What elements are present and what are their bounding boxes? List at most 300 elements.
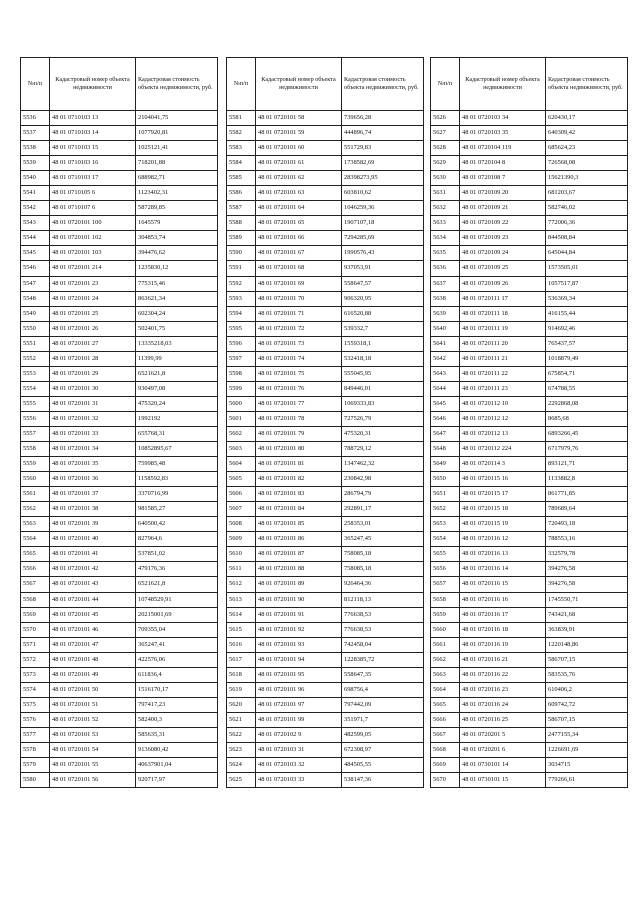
cell-row-number: 5573 [21, 667, 50, 682]
cell-cadastral-cost: 861771,85 [546, 487, 628, 502]
cell-cadastral-cost: 863621,34 [136, 291, 218, 306]
cell-cadastral-cost: 758085,18 [342, 562, 424, 577]
cell-row-number: 5607 [227, 502, 256, 517]
table-row [21, 306, 218, 321]
cell-cadastral-cost: 616520,88 [342, 306, 424, 321]
cell-cadastral-cost: 1990576,43 [342, 246, 424, 261]
cell-cadastral-number: 48 01 0720101 96 [256, 682, 342, 697]
table-row [227, 652, 424, 667]
cell-row-number: 5575 [21, 697, 50, 712]
table-row [227, 231, 424, 246]
cell-row-number: 5579 [21, 758, 50, 773]
cell-row-number: 5650 [431, 472, 460, 487]
cell-cadastral-number: 48 01 0720101 82 [256, 472, 342, 487]
cell-row-number: 5615 [227, 622, 256, 637]
table-row [227, 201, 424, 216]
table-header-row [227, 58, 424, 111]
cell-cadastral-number: 48 01 0720101 73 [256, 336, 342, 351]
cell-row-number: 5558 [21, 442, 50, 457]
cell-row-number: 5617 [227, 652, 256, 667]
cell-cadastral-cost: 8685,68 [546, 411, 628, 426]
table-row [21, 712, 218, 727]
table-row [227, 758, 424, 773]
cell-row-number: 5577 [21, 727, 50, 742]
table-row [227, 607, 424, 622]
cadastral-table-2 [226, 57, 424, 788]
table-row [431, 727, 628, 742]
cell-cadastral-cost: 502401,75 [136, 321, 218, 336]
cell-cadastral-number: 48 01 0720101 99 [256, 712, 342, 727]
cell-row-number: 5635 [431, 246, 460, 261]
cell-cadastral-cost: 1046259,36 [342, 201, 424, 216]
cell-cadastral-number: 48 01 0720101 102 [50, 231, 136, 246]
table-row [431, 411, 628, 426]
table-row [431, 712, 628, 727]
cell-cadastral-number: 48 01 0720101 64 [256, 201, 342, 216]
cell-cadastral-number: 48 01 0720103 31 [256, 742, 342, 757]
cell-row-number: 5550 [21, 321, 50, 336]
cell-row-number: 5596 [227, 336, 256, 351]
cell-cadastral-cost: 698756,4 [342, 682, 424, 697]
cell-row-number: 5563 [21, 517, 50, 532]
table-row [431, 592, 628, 607]
table-row [21, 291, 218, 306]
cell-cadastral-number: 48 01 0720116 12 [460, 532, 546, 547]
table-row [227, 577, 424, 592]
cell-row-number: 5627 [431, 126, 460, 141]
cell-cadastral-number: 48 01 0720102 9 [256, 727, 342, 742]
cell-cadastral-cost: 558647,35 [342, 667, 424, 682]
cell-cadastral-cost: 1057517,87 [546, 276, 628, 291]
cell-row-number: 5561 [21, 487, 50, 502]
cell-cadastral-cost: 230842,98 [342, 472, 424, 487]
cell-row-number: 5612 [227, 577, 256, 592]
cell-cadastral-number: 48 01 0710103 13 [50, 111, 136, 126]
cell-cadastral-number: 48 01 0720116 22 [460, 667, 546, 682]
cell-cadastral-cost: 475320,31 [342, 426, 424, 441]
table-row [431, 547, 628, 562]
cell-row-number: 5666 [431, 712, 460, 727]
cell-cadastral-number: 48 01 0720101 62 [256, 171, 342, 186]
cell-cadastral-cost: 797417,23 [136, 697, 218, 712]
cell-row-number: 5584 [227, 156, 256, 171]
cell-cadastral-number: 48 01 0720116 17 [460, 607, 546, 622]
cell-cadastral-cost: 479176,36 [136, 562, 218, 577]
cell-row-number: 5546 [21, 261, 50, 276]
cell-cadastral-cost: 772006,36 [546, 216, 628, 231]
cell-cadastral-cost: 718201,88 [136, 156, 218, 171]
cell-cadastral-cost: 920717,97 [136, 773, 218, 788]
table-row [21, 411, 218, 426]
table-row [227, 216, 424, 231]
cell-cadastral-number: 48 01 0720116 13 [460, 547, 546, 562]
cell-row-number: 5585 [227, 171, 256, 186]
cell-cadastral-number: 48 01 0720101 46 [50, 622, 136, 637]
cell-cadastral-cost: 776638,53 [342, 607, 424, 622]
cell-cadastral-cost: 602304,24 [136, 306, 218, 321]
table-row [21, 336, 218, 351]
cell-row-number: 5649 [431, 457, 460, 472]
cell-cadastral-cost: 558647,57 [342, 276, 424, 291]
cell-row-number: 5566 [21, 562, 50, 577]
table-row [431, 682, 628, 697]
cell-row-number: 5548 [21, 291, 50, 306]
cell-row-number: 5570 [21, 622, 50, 637]
table-row [21, 472, 218, 487]
cell-cadastral-number: 48 01 0720115 19 [460, 517, 546, 532]
cell-cadastral-number: 48 01 0720111 23 [460, 381, 546, 396]
cell-row-number: 5643 [431, 366, 460, 381]
cell-row-number: 5551 [21, 336, 50, 351]
cell-cadastral-number: 48 01 0720101 78 [256, 411, 342, 426]
table-row [431, 126, 628, 141]
cell-cadastral-number: 48 01 0720111 18 [460, 306, 546, 321]
cell-cadastral-cost: 727526,79 [342, 411, 424, 426]
table-row [21, 231, 218, 246]
cell-row-number: 5592 [227, 276, 256, 291]
cell-row-number: 5668 [431, 742, 460, 757]
cell-cadastral-number: 48 01 0720116 18 [460, 622, 546, 637]
cell-cadastral-number: 48 01 0720101 63 [256, 186, 342, 201]
cell-row-number: 5611 [227, 562, 256, 577]
cell-cadastral-cost: 620430,17 [546, 111, 628, 126]
table-row [431, 622, 628, 637]
table-row [431, 141, 628, 156]
table-row [227, 186, 424, 201]
cell-cadastral-number: 48 01 0720101 90 [256, 592, 342, 607]
cell-cadastral-cost: 10748529,91 [136, 592, 218, 607]
cell-row-number: 5655 [431, 547, 460, 562]
cell-cadastral-number: 48 01 0720101 100 [50, 216, 136, 231]
cadastral-table-1 [20, 57, 218, 788]
cell-cadastral-number: 48 01 0720101 51 [50, 697, 136, 712]
cell-row-number: 5646 [431, 411, 460, 426]
cell-cadastral-cost: 536369,34 [546, 291, 628, 306]
cell-cadastral-cost: 775315,46 [136, 276, 218, 291]
cell-cadastral-cost: 394276,58 [546, 577, 628, 592]
table-row [431, 111, 628, 126]
cell-cadastral-number: 48 01 0720101 32 [50, 411, 136, 426]
cell-cadastral-cost: 720493,18 [546, 517, 628, 532]
cell-row-number: 5638 [431, 291, 460, 306]
table-row [227, 712, 424, 727]
table-row [431, 366, 628, 381]
cell-cadastral-cost: 351971,7 [342, 712, 424, 727]
cell-row-number: 5630 [431, 171, 460, 186]
table-row [431, 637, 628, 652]
cell-cadastral-number: 48 01 0730101 15 [460, 773, 546, 788]
table-row [21, 426, 218, 441]
table-row [21, 727, 218, 742]
cell-row-number: 5552 [21, 351, 50, 366]
cell-cadastral-cost: 759985,48 [136, 457, 218, 472]
cell-cadastral-cost: 416155,44 [546, 306, 628, 321]
cell-cadastral-cost: 40637901,04 [136, 758, 218, 773]
table-row [21, 773, 218, 788]
cell-row-number: 5665 [431, 697, 460, 712]
cell-row-number: 5587 [227, 201, 256, 216]
cell-cadastral-number: 48 01 0720101 37 [50, 487, 136, 502]
cell-row-number: 5621 [227, 712, 256, 727]
cell-cadastral-cost: 1347462,32 [342, 457, 424, 472]
table-row [227, 351, 424, 366]
cell-cadastral-number: 48 01 0710105 6 [50, 186, 136, 201]
table-row [227, 622, 424, 637]
table-row [227, 502, 424, 517]
cell-row-number: 5556 [21, 411, 50, 426]
cell-cadastral-number: 48 01 0720109 24 [460, 246, 546, 261]
cell-row-number: 5605 [227, 472, 256, 487]
table-row [21, 502, 218, 517]
cell-cadastral-cost: 765437,57 [546, 336, 628, 351]
cell-cadastral-cost: 674788,55 [546, 381, 628, 396]
cell-row-number: 5663 [431, 667, 460, 682]
cell-cadastral-number: 48 01 0720101 80 [256, 442, 342, 457]
table-row [21, 186, 218, 201]
cell-cadastral-cost: 6521621,8 [136, 366, 218, 381]
cell-cadastral-cost: 849446,01 [342, 381, 424, 396]
cell-cadastral-cost: 332579,78 [546, 547, 628, 562]
cell-cadastral-number: 48 01 0720201 5 [460, 727, 546, 742]
cell-cadastral-number: 48 01 0720101 55 [50, 758, 136, 773]
table-row [431, 246, 628, 261]
table-row [227, 727, 424, 742]
table-row [21, 246, 218, 261]
cell-cadastral-cost: 609742,72 [546, 697, 628, 712]
cell-cadastral-number: 48 01 0720116 15 [460, 577, 546, 592]
cell-cadastral-number: 48 01 0720101 71 [256, 306, 342, 321]
cell-row-number: 5597 [227, 351, 256, 366]
cell-row-number: 5602 [227, 426, 256, 441]
cell-cadastral-number: 48 01 0720101 33 [50, 426, 136, 441]
cell-cadastral-number: 48 01 0720101 56 [50, 773, 136, 788]
cell-cadastral-number: 48 01 0720101 31 [50, 396, 136, 411]
table-row [227, 261, 424, 276]
cell-row-number: 5642 [431, 351, 460, 366]
cell-cadastral-cost: 365247,45 [342, 532, 424, 547]
cell-row-number: 5591 [227, 261, 256, 276]
cell-cadastral-number: 48 01 0720101 65 [256, 216, 342, 231]
cell-cadastral-cost: 15621390,3 [546, 171, 628, 186]
cell-cadastral-cost: 1738582,69 [342, 156, 424, 171]
cell-row-number: 5647 [431, 426, 460, 441]
cell-row-number: 5581 [227, 111, 256, 126]
cell-cadastral-cost: 685624,23 [546, 141, 628, 156]
cell-row-number: 5608 [227, 517, 256, 532]
cell-cadastral-cost: 1573505,01 [546, 261, 628, 276]
cell-cadastral-cost: 394276,58 [546, 562, 628, 577]
cell-cadastral-number: 48 01 0720104 8 [460, 156, 546, 171]
cell-cadastral-number: 48 01 0720101 45 [50, 607, 136, 622]
header-cadastral-cost: Кадастровая стоимость объекта недвижимости, руб. [546, 58, 628, 111]
table-row [431, 186, 628, 201]
table-row [227, 291, 424, 306]
cell-cadastral-number: 48 01 0720101 95 [256, 667, 342, 682]
cell-cadastral-number: 48 01 0720109 22 [460, 216, 546, 231]
table-row [21, 126, 218, 141]
cell-row-number: 5660 [431, 622, 460, 637]
cell-cadastral-number: 48 01 0720101 97 [256, 697, 342, 712]
cell-cadastral-cost: 532418,18 [342, 351, 424, 366]
table-row [431, 652, 628, 667]
cell-cadastral-number: 48 01 0710103 17 [50, 171, 136, 186]
cell-cadastral-number: 48 01 0720201 6 [460, 742, 546, 757]
cell-cadastral-number: 48 01 0720101 72 [256, 321, 342, 336]
cell-cadastral-cost: 1018879,49 [546, 351, 628, 366]
table-row [227, 141, 424, 156]
cell-cadastral-cost: 1226691,69 [546, 742, 628, 757]
cell-cadastral-number: 48 01 0720116 24 [460, 697, 546, 712]
cell-cadastral-cost: 1235830,12 [136, 261, 218, 276]
cell-cadastral-number: 48 01 0720101 70 [256, 291, 342, 306]
cell-cadastral-number: 48 01 0720111 21 [460, 351, 546, 366]
cell-cadastral-number: 48 01 0720101 41 [50, 547, 136, 562]
cell-row-number: 5604 [227, 457, 256, 472]
cell-row-number: 5624 [227, 758, 256, 773]
table-row [21, 111, 218, 126]
cell-row-number: 5631 [431, 186, 460, 201]
table-row [227, 306, 424, 321]
cell-row-number: 5595 [227, 321, 256, 336]
cell-row-number: 5670 [431, 773, 460, 788]
cell-row-number: 5598 [227, 366, 256, 381]
cell-cadastral-cost: 537851,02 [136, 547, 218, 562]
cell-row-number: 5657 [431, 577, 460, 592]
table-row [21, 457, 218, 472]
cadastral-table-3 [430, 57, 628, 788]
table-row [227, 111, 424, 126]
table-row [431, 502, 628, 517]
cell-cadastral-cost: 586707,15 [546, 652, 628, 667]
cell-row-number: 5603 [227, 442, 256, 457]
cell-cadastral-cost: 484505,55 [342, 758, 424, 773]
cell-cadastral-number: 48 01 0720101 48 [50, 652, 136, 667]
cell-row-number: 5590 [227, 246, 256, 261]
cell-row-number: 5601 [227, 411, 256, 426]
cell-row-number: 5669 [431, 758, 460, 773]
cell-row-number: 5537 [21, 126, 50, 141]
cell-row-number: 5600 [227, 396, 256, 411]
cell-cadastral-cost: 363839,91 [546, 622, 628, 637]
cell-row-number: 5653 [431, 517, 460, 532]
cell-cadastral-cost: 640309,42 [546, 126, 628, 141]
table-row [431, 321, 628, 336]
cell-cadastral-number: 48 01 0720101 24 [50, 291, 136, 306]
cell-cadastral-number: 48 01 0720101 67 [256, 246, 342, 261]
cell-cadastral-number: 48 01 0720101 214 [50, 261, 136, 276]
cell-cadastral-number: 48 01 0720104 119 [460, 141, 546, 156]
table-row [227, 246, 424, 261]
cell-row-number: 5593 [227, 291, 256, 306]
cell-cadastral-number: 48 01 0720101 26 [50, 321, 136, 336]
cell-cadastral-cost: 688982,71 [136, 171, 218, 186]
cell-cadastral-number: 48 01 0720101 42 [50, 562, 136, 577]
cell-cadastral-number: 48 01 0720116 21 [460, 652, 546, 667]
cell-row-number: 5572 [21, 652, 50, 667]
cell-cadastral-cost: 582746,02 [546, 201, 628, 216]
cell-cadastral-number: 48 01 0720101 93 [256, 637, 342, 652]
cell-cadastral-number: 48 01 0730101 14 [460, 758, 546, 773]
cell-row-number: 5634 [431, 231, 460, 246]
table-row [227, 336, 424, 351]
cell-cadastral-number: 48 01 0720101 49 [50, 667, 136, 682]
cell-row-number: 5620 [227, 697, 256, 712]
table-row [227, 321, 424, 336]
table-row [227, 592, 424, 607]
table-header-row [21, 58, 218, 111]
cell-cadastral-number: 48 01 0720101 60 [256, 141, 342, 156]
cell-row-number: 5644 [431, 381, 460, 396]
cell-cadastral-cost: 1559318,1 [342, 336, 424, 351]
cell-cadastral-cost: 603810,62 [342, 186, 424, 201]
cell-cadastral-number: 48 01 0720101 29 [50, 366, 136, 381]
cell-cadastral-number: 48 01 0720101 91 [256, 607, 342, 622]
cell-cadastral-number: 48 01 0720101 36 [50, 472, 136, 487]
table-row [21, 622, 218, 637]
table-row [431, 487, 628, 502]
table-row [227, 276, 424, 291]
cell-cadastral-cost: 538147,36 [342, 773, 424, 788]
cell-cadastral-cost: 779266,61 [546, 773, 628, 788]
cell-cadastral-cost: 610406,2 [546, 682, 628, 697]
cell-cadastral-number: 48 01 0720101 92 [256, 622, 342, 637]
cell-cadastral-cost: 930497,08 [136, 381, 218, 396]
table-row [227, 742, 424, 757]
cell-cadastral-number: 48 01 0710103 15 [50, 141, 136, 156]
table-row [21, 216, 218, 231]
table-row [227, 472, 424, 487]
cell-cadastral-cost: 13335218,03 [136, 336, 218, 351]
cell-cadastral-number: 48 01 0720109 21 [460, 201, 546, 216]
header-cadastral-number: Кадастровый номер объекта недвижимости [50, 58, 136, 111]
cell-cadastral-cost: 304853,74 [136, 231, 218, 246]
cell-cadastral-number: 48 01 0720101 83 [256, 487, 342, 502]
table-row [431, 426, 628, 441]
cell-cadastral-cost: 2477155,34 [546, 727, 628, 742]
table-row [227, 667, 424, 682]
cell-cadastral-number: 48 01 0720103 33 [256, 773, 342, 788]
table-row [227, 547, 424, 562]
cell-cadastral-number: 48 01 0720112 12 [460, 411, 546, 426]
cell-row-number: 5554 [21, 381, 50, 396]
cell-row-number: 5628 [431, 141, 460, 156]
cell-cadastral-cost: 7294285,69 [342, 231, 424, 246]
cell-row-number: 5640 [431, 321, 460, 336]
table-row [21, 562, 218, 577]
cell-cadastral-cost: 1158592,83 [136, 472, 218, 487]
cell-row-number: 5656 [431, 562, 460, 577]
cell-cadastral-number: 48 01 0720101 61 [256, 156, 342, 171]
cell-cadastral-cost: 539332,7 [342, 321, 424, 336]
cell-cadastral-number: 48 01 0720101 23 [50, 276, 136, 291]
cell-row-number: 5652 [431, 502, 460, 517]
table-row [227, 366, 424, 381]
cell-cadastral-cost: 586707,15 [546, 712, 628, 727]
cell-cadastral-cost: 1077920,81 [136, 126, 218, 141]
table-row [21, 682, 218, 697]
cell-cadastral-number: 48 01 0720115 17 [460, 487, 546, 502]
table-row [431, 276, 628, 291]
cell-cadastral-cost: 758085,18 [342, 547, 424, 562]
cell-cadastral-cost: 914692,46 [546, 321, 628, 336]
cell-row-number: 5578 [21, 742, 50, 757]
cell-row-number: 5662 [431, 652, 460, 667]
cell-cadastral-number: 48 01 0720101 53 [50, 727, 136, 742]
cell-row-number: 5658 [431, 592, 460, 607]
cell-cadastral-number: 48 01 0720112 13 [460, 426, 546, 441]
table-row [431, 532, 628, 547]
header-cadastral-number: Кадастровый номер объекта недвижимости [256, 58, 342, 111]
